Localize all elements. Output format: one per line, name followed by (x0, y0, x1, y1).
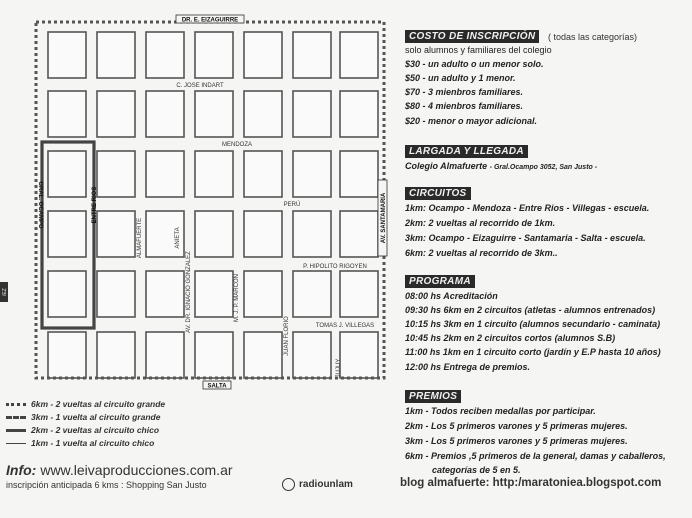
street-eizaguirre: DR. E. EIZAGUIRRE (181, 17, 239, 24)
circuito-item: 3km: Ocampo - Eizaguirre - Santamaria - Salta - escuela. (405, 233, 646, 243)
route-map (0, 0, 400, 400)
legend-label: 2km - 2 vueltas al circuito chico (31, 425, 160, 435)
city-block (195, 91, 233, 137)
city-block (146, 91, 184, 137)
legend-label: 1km - 1 vuelta al circuito chico (31, 438, 155, 448)
radio-logo (282, 478, 353, 491)
city-block (97, 211, 135, 257)
city-block (97, 332, 135, 378)
circuitos-title: CIRCUITOS (405, 187, 471, 200)
costo-item: $80 - 4 mienbros familiares. (405, 101, 524, 111)
city-block (195, 211, 233, 257)
city-block (146, 151, 184, 197)
city-block (244, 211, 282, 257)
street-entre-rios: ENTRE RIOS (92, 186, 98, 224)
city-block (48, 91, 86, 137)
dashed-line-icon (6, 416, 26, 419)
info-line (6, 462, 233, 478)
city-block (48, 151, 86, 197)
legend-item-1km (6, 438, 154, 448)
street-anieta: ANIETA (175, 227, 181, 249)
circuito-item: 6km: 2 vueltas al recorrido de 3km.. (405, 248, 558, 258)
radio-icon (282, 478, 295, 491)
city-block (48, 332, 86, 378)
city-block (146, 332, 184, 378)
premio-item: 6km - Premios ,5 primeros de la general, damas y caballeros, (405, 451, 666, 461)
city-block (340, 271, 378, 317)
city-block (48, 211, 86, 257)
costo-note: solo alumnos y familiares del colegio (405, 45, 552, 55)
circuito-item: 2km: 2 vueltas al recorrido de 1km. (405, 218, 556, 228)
street-villegas: TOMAS J. VILLEGAS (315, 323, 375, 329)
legend-item-6km (6, 399, 165, 409)
costo-item: $70 - 3 mienbros familiares. (405, 87, 524, 97)
city-block (293, 91, 331, 137)
city-block (195, 271, 233, 317)
premio-item: 1km - Todos reciben medallas por participar. (405, 406, 596, 416)
costo-title: COSTO DE INSCRIPCIÓN (405, 30, 539, 43)
city-block (244, 332, 282, 378)
street-ocampo: GRAL. OCAMPO (37, 181, 43, 229)
city-block (195, 32, 233, 78)
thin-line-icon (6, 443, 26, 444)
costo-item: $20 - menor o mayor adicional. (405, 116, 538, 126)
legend-item-3km (6, 412, 160, 422)
street-gonzalez: AV. DR. IGNACIO GONZALEZ (186, 251, 192, 333)
city-block (146, 271, 184, 317)
premio-item: 3km - Los 5 primeros varones y 5 primeras mujeres. (405, 436, 628, 446)
city-block (97, 32, 135, 78)
blog-link[interactable]: blog almafuerte: http:/maratoniea.blogspot.com (400, 477, 662, 489)
street-hipolito: P. HIPOLITO RIGOYEN (303, 264, 367, 270)
side-tag: iEZ (2, 288, 8, 296)
city-block (340, 211, 378, 257)
premio-item: categorías de 5 en 5. (432, 465, 521, 475)
street-almafuerte: ALMAFUERTE (137, 217, 143, 259)
programa-item: 12:00 hs Entrega de premios. (405, 362, 531, 372)
largada-address: - Gral.Ocampo 3052, San Justo - (489, 164, 598, 171)
largada-place (405, 161, 597, 171)
dotted-line-icon (6, 403, 26, 406)
city-block (340, 32, 378, 78)
city-block (244, 151, 282, 197)
city-block (48, 32, 86, 78)
thick-line-icon (6, 429, 26, 432)
programa-item: 11:00 hs 1km en 1 circuito corto (jardín y E.P hasta 10 años) (405, 347, 661, 357)
premio-item: 2km - Los 5 primeros varones y 5 primeras mujeres. (405, 421, 628, 431)
city-block (97, 271, 135, 317)
city-block (244, 32, 282, 78)
costo-item: $30 - un adulto o un menor solo. (405, 59, 544, 69)
city-block (195, 151, 233, 197)
street-juan-florio: JUAN FLORIO (284, 316, 290, 356)
radio-name: radiounlam (299, 479, 353, 490)
premios-title: PREMIOS (405, 390, 461, 403)
street-salta: SALTA (207, 383, 227, 390)
costo-subtitle: ( todas las categorías) (548, 32, 638, 42)
street-peru: PERÚ (283, 202, 301, 208)
street-mendoza: MENDOZA (222, 142, 252, 148)
street-jose-indart: C. JOSE INDART (176, 83, 224, 89)
street-santamaria: AV. SANTAMARIA (381, 192, 387, 244)
city-block (293, 211, 331, 257)
street-jujuy: JUJUY (336, 358, 342, 378)
info-url[interactable]: www.leivaproducciones.com.ar (40, 462, 233, 478)
inscripcion-note: inscripción anticipada 6 kms : Shopping San Justo (6, 480, 207, 490)
city-block (48, 271, 86, 317)
programa-item: 09:30 hs 6km en 2 circuitos (atletas - alumnos entrenados) (405, 305, 656, 315)
info-label: Info: (6, 462, 37, 478)
programa-title: PROGRAMA (405, 275, 475, 288)
largada-title: LARGADA Y LLEGADA (405, 145, 528, 158)
city-block (195, 332, 233, 378)
city-block (340, 151, 378, 197)
city-block (293, 32, 331, 78)
city-block (293, 332, 331, 378)
programa-item: 08:00 hs Acreditación (405, 291, 498, 301)
largada-place-name: Colegio Almafuerte (405, 161, 488, 171)
legend-label: 3km - 1 vuelta al circuito grande (31, 412, 161, 422)
circuito-item: 1km: Ocampo - Mendoza - Entre Rios - Villegas - escuela. (405, 203, 650, 213)
legend-item-2km (6, 425, 159, 435)
city-block (244, 271, 282, 317)
city-block (293, 151, 331, 197)
city-block (293, 271, 331, 317)
programa-item: 10:15 hs 3km en 1 circuito (alumnos secundario - caminata) (405, 319, 661, 329)
city-block (97, 151, 135, 197)
city-block (97, 91, 135, 137)
city-block (146, 32, 184, 78)
legend-label: 6km - 2 vueltas al circuito grande (31, 399, 166, 409)
programa-item: 10:45 hs 2km en 2 circuitos cortos (alumnos S.B) (405, 333, 616, 343)
costo-item: $50 - un adulto y 1 menor. (405, 73, 516, 83)
city-block (244, 91, 282, 137)
city-block (340, 332, 378, 378)
city-block (340, 91, 378, 137)
street-marcon: M. J. P. MARCON (234, 274, 240, 322)
